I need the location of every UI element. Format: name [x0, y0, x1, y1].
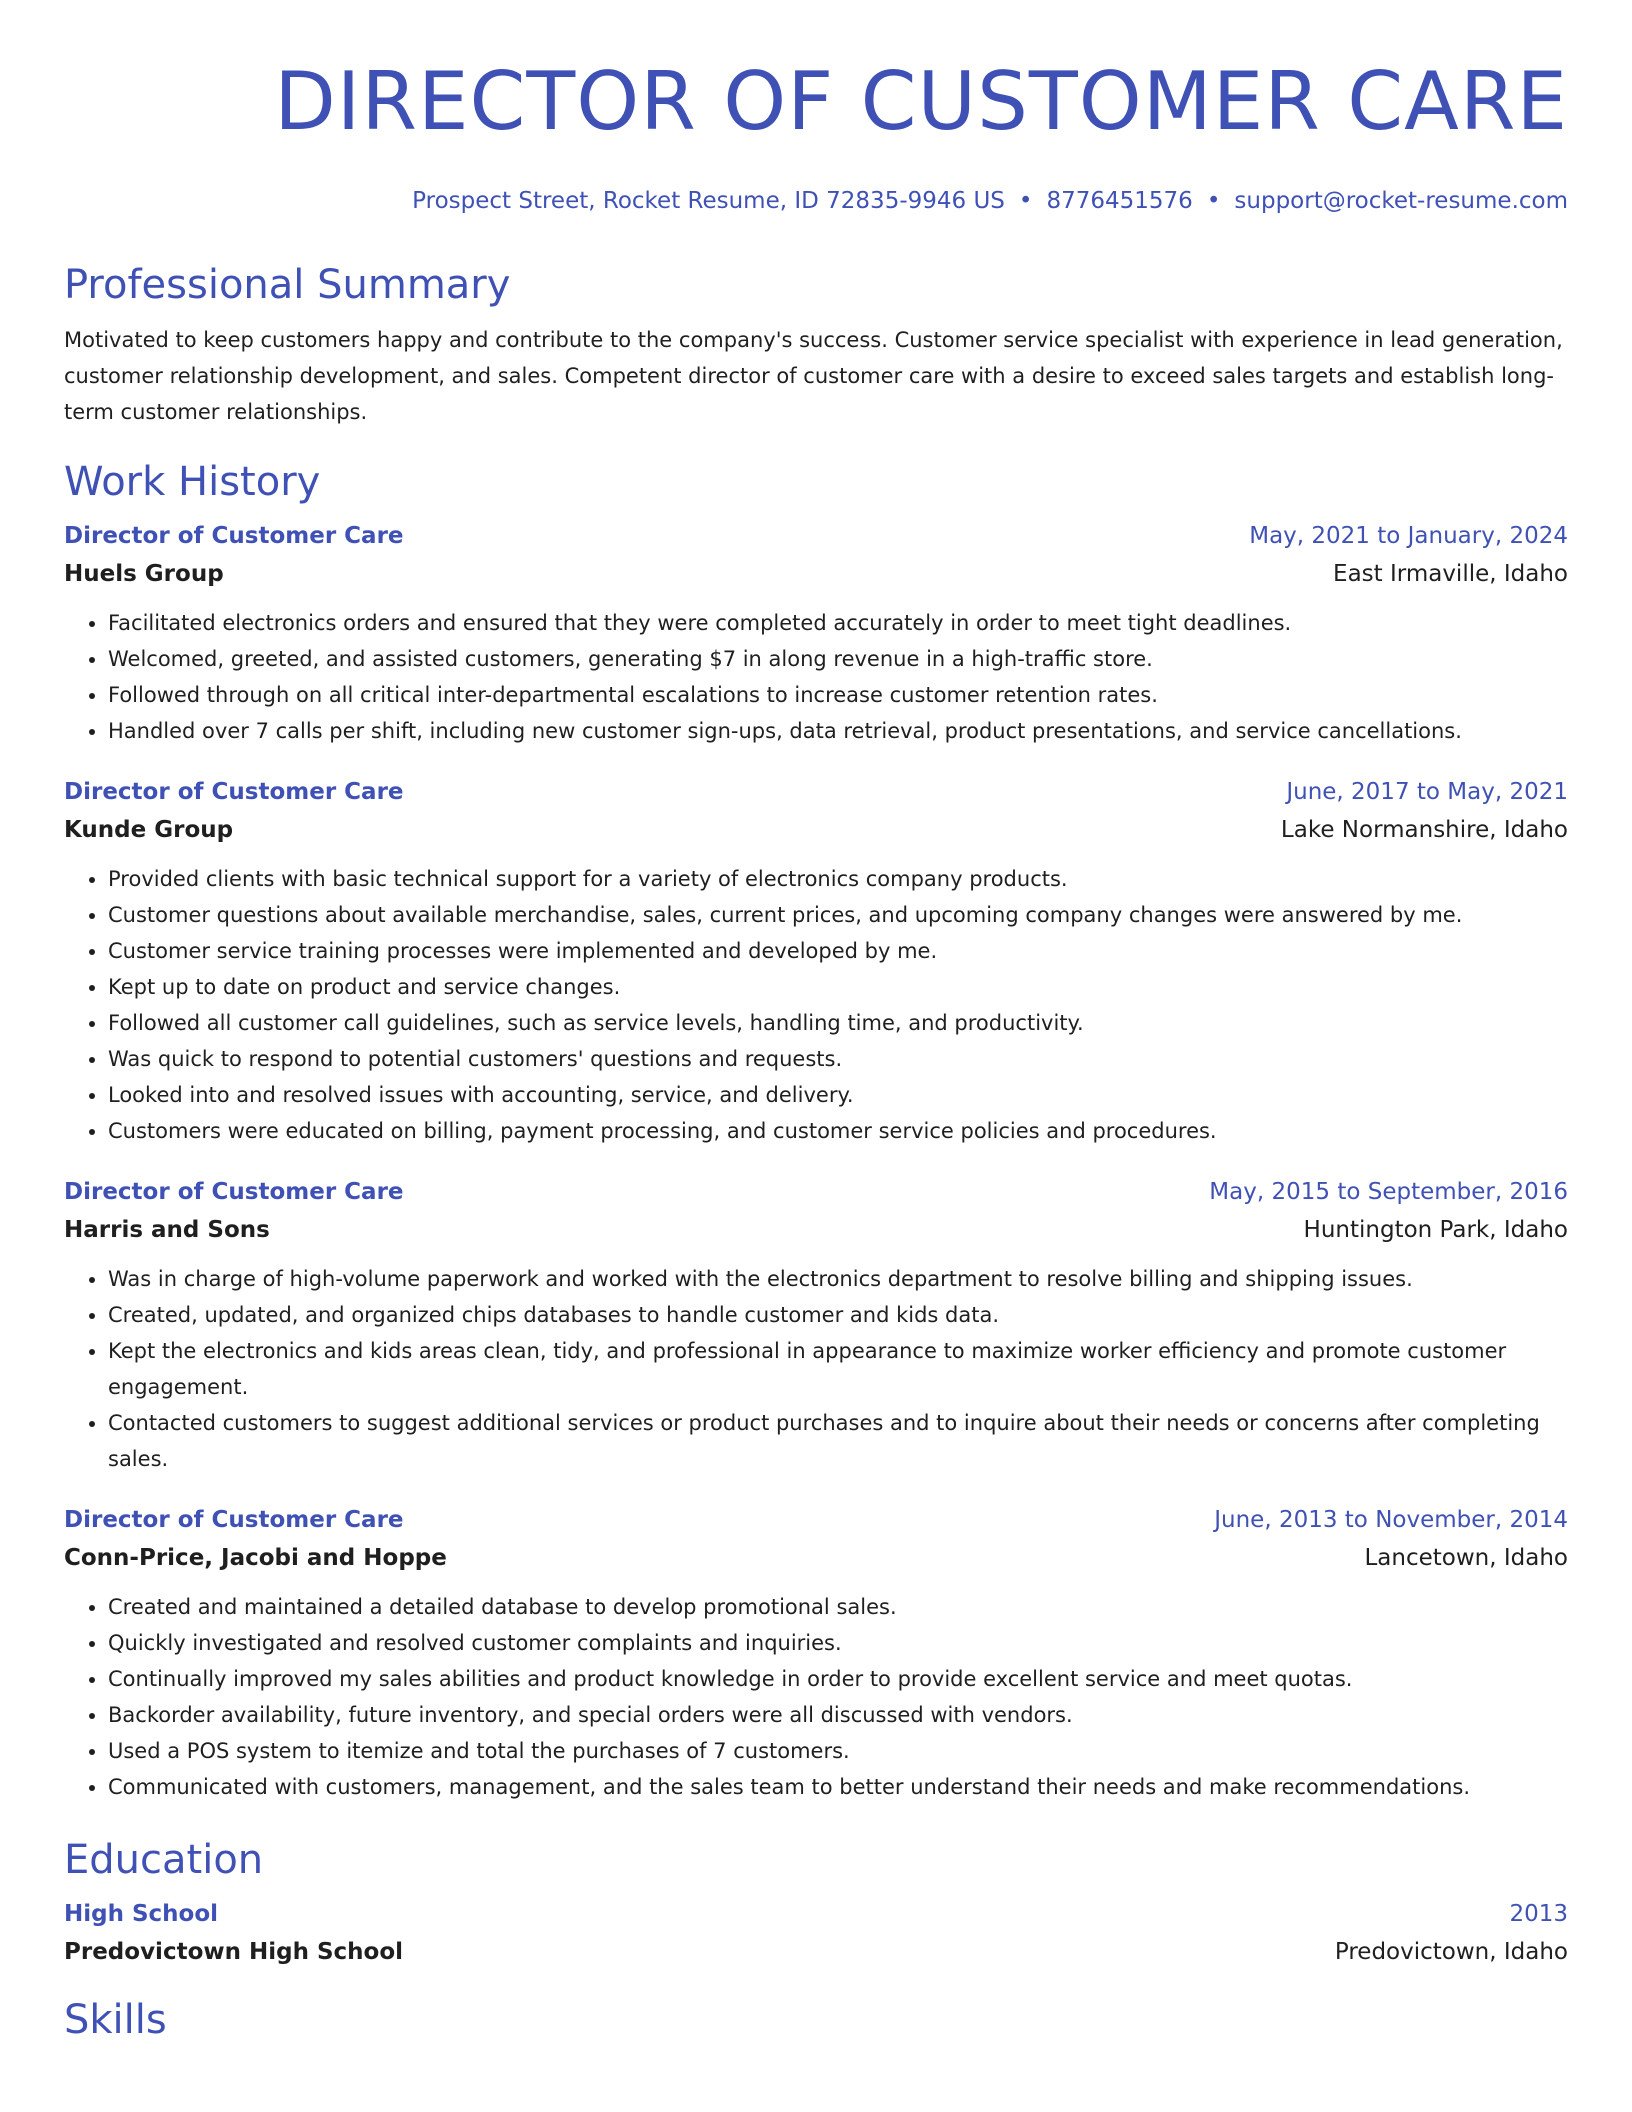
education-school: Predovictown High School [64, 1939, 404, 1965]
job-title: Director of Customer Care [64, 1179, 404, 1205]
job-location: East Irmaville, Idaho [1333, 561, 1568, 587]
job-bullet: • Provided clients with basic technical support for a variety of electronics company products. [108, 861, 1568, 897]
job-company: Huels Group [64, 561, 224, 587]
job-title: Director of Customer Care [64, 523, 404, 549]
contact-email: support@rocket-resume.com [1234, 188, 1568, 214]
education-degree: High School [64, 1901, 219, 1927]
contact-separator: • [1018, 188, 1033, 214]
job-bullets [64, 605, 1568, 749]
job-bullet: • Used a POS system to itemize and total the purchases of 7 customers. [108, 1733, 1568, 1769]
job-location: Huntington Park, Idaho [1303, 1217, 1568, 1243]
summary-heading: Professional Summary [64, 262, 511, 308]
job-dates: May, 2015 to September, 2016 [1209, 1179, 1568, 1205]
education-entry [64, 1895, 1568, 1971]
job-entry [64, 1501, 1568, 1805]
contact-separator: • [1206, 188, 1221, 214]
education-year: 2013 [1509, 1901, 1568, 1927]
job-entry [64, 1173, 1568, 1477]
job-company: Harris and Sons [64, 1217, 270, 1243]
job-bullet: • Handled over 7 calls per shift, including new customer sign-ups, data retrieval, product presentations, and service cancellations. [108, 713, 1568, 749]
job-bullet: • Customer service training processes were implemented and developed by me. [108, 933, 1568, 969]
job-bullet: • Continually improved my sales abilities and product knowledge in order to provide excellent service and meet quotas. [108, 1661, 1568, 1697]
job-bullet: • Quickly investigated and resolved customer complaints and inquiries. [108, 1625, 1568, 1661]
job-entry [64, 517, 1568, 749]
job-bullet: • Welcomed, greeted, and assisted customers, generating $7 in along revenue in a high-traffic store. [108, 641, 1568, 677]
job-bullets [64, 1261, 1568, 1477]
job-entry [64, 773, 1568, 1149]
job-bullet: • Backorder availability, future inventory, and special orders were all discussed with vendors. [108, 1697, 1568, 1733]
job-title: Director of Customer Care [64, 779, 404, 805]
resume-name: DIRECTOR OF CUSTOMER CARE [274, 55, 1568, 148]
work-history-heading: Work History [64, 459, 321, 505]
job-bullet: • Created, updated, and organized chips databases to handle customer and kids data. [108, 1297, 1568, 1333]
contact-address: Prospect Street, Rocket Resume, ID 72835-9946 US [412, 188, 1005, 214]
job-title: Director of Customer Care [64, 1507, 404, 1533]
job-bullet: • Customers were educated on billing, payment processing, and customer service policies and procedures. [108, 1113, 1568, 1149]
job-dates: June, 2013 to November, 2014 [1214, 1507, 1568, 1533]
job-bullet: • Contacted customers to suggest additional services or product purchases and to inquire about their needs or concerns after completing sales. [108, 1405, 1568, 1477]
job-bullet: • Looked into and resolved issues with accounting, service, and delivery. [108, 1077, 1568, 1113]
job-bullets [64, 861, 1568, 1149]
job-bullet: • Kept the electronics and kids areas clean, tidy, and professional in appearance to maximize worker efficiency and promote customer engagement. [108, 1333, 1568, 1405]
job-bullet: • Communicated with customers, management, and the sales team to better understand their needs and make recommendations. [108, 1769, 1568, 1805]
summary-text: Motivated to keep customers happy and contribute to the company's success. Customer service specialist with experience in lead generation, customer relationship development, and sales. Competent director of customer care with a desire to exceed sales targets and establish long-term customer relationships. [64, 328, 1563, 424]
job-bullets [64, 1589, 1568, 1805]
contact-phone: 8776451576 [1046, 188, 1193, 214]
skills-heading: Skills [64, 1997, 167, 2043]
job-bullet: • Was quick to respond to potential customers' questions and requests. [108, 1041, 1568, 1077]
job-bullet: • Was in charge of high-volume paperwork and worked with the electronics department to resolve billing and shipping issues. [108, 1261, 1568, 1297]
education-heading: Education [64, 1837, 264, 1883]
job-location: Lancetown, Idaho [1364, 1545, 1568, 1571]
job-bullet: • Kept up to date on product and service changes. [108, 969, 1568, 1005]
job-company: Kunde Group [64, 817, 234, 843]
contact-line [64, 186, 1568, 216]
job-bullet: • Followed through on all critical inter-departmental escalations to increase customer retention rates. [108, 677, 1568, 713]
job-dates: May, 2021 to January, 2024 [1249, 523, 1568, 549]
job-company: Conn-Price, Jacobi and Hoppe [64, 1545, 447, 1571]
job-bullet: • Created and maintained a detailed database to develop promotional sales. [108, 1589, 1568, 1625]
job-bullet: • Customer questions about available merchandise, sales, current prices, and upcoming company changes were answered by me. [108, 897, 1568, 933]
job-bullet: • Facilitated electronics orders and ensured that they were completed accurately in order to meet tight deadlines. [108, 605, 1568, 641]
job-bullet: • Followed all customer call guidelines, such as service levels, handling time, and productivity. [108, 1005, 1568, 1041]
job-dates: June, 2017 to May, 2021 [1286, 779, 1568, 805]
job-location: Lake Normanshire, Idaho [1280, 817, 1568, 843]
education-location: Predovictown, Idaho [1334, 1939, 1568, 1965]
